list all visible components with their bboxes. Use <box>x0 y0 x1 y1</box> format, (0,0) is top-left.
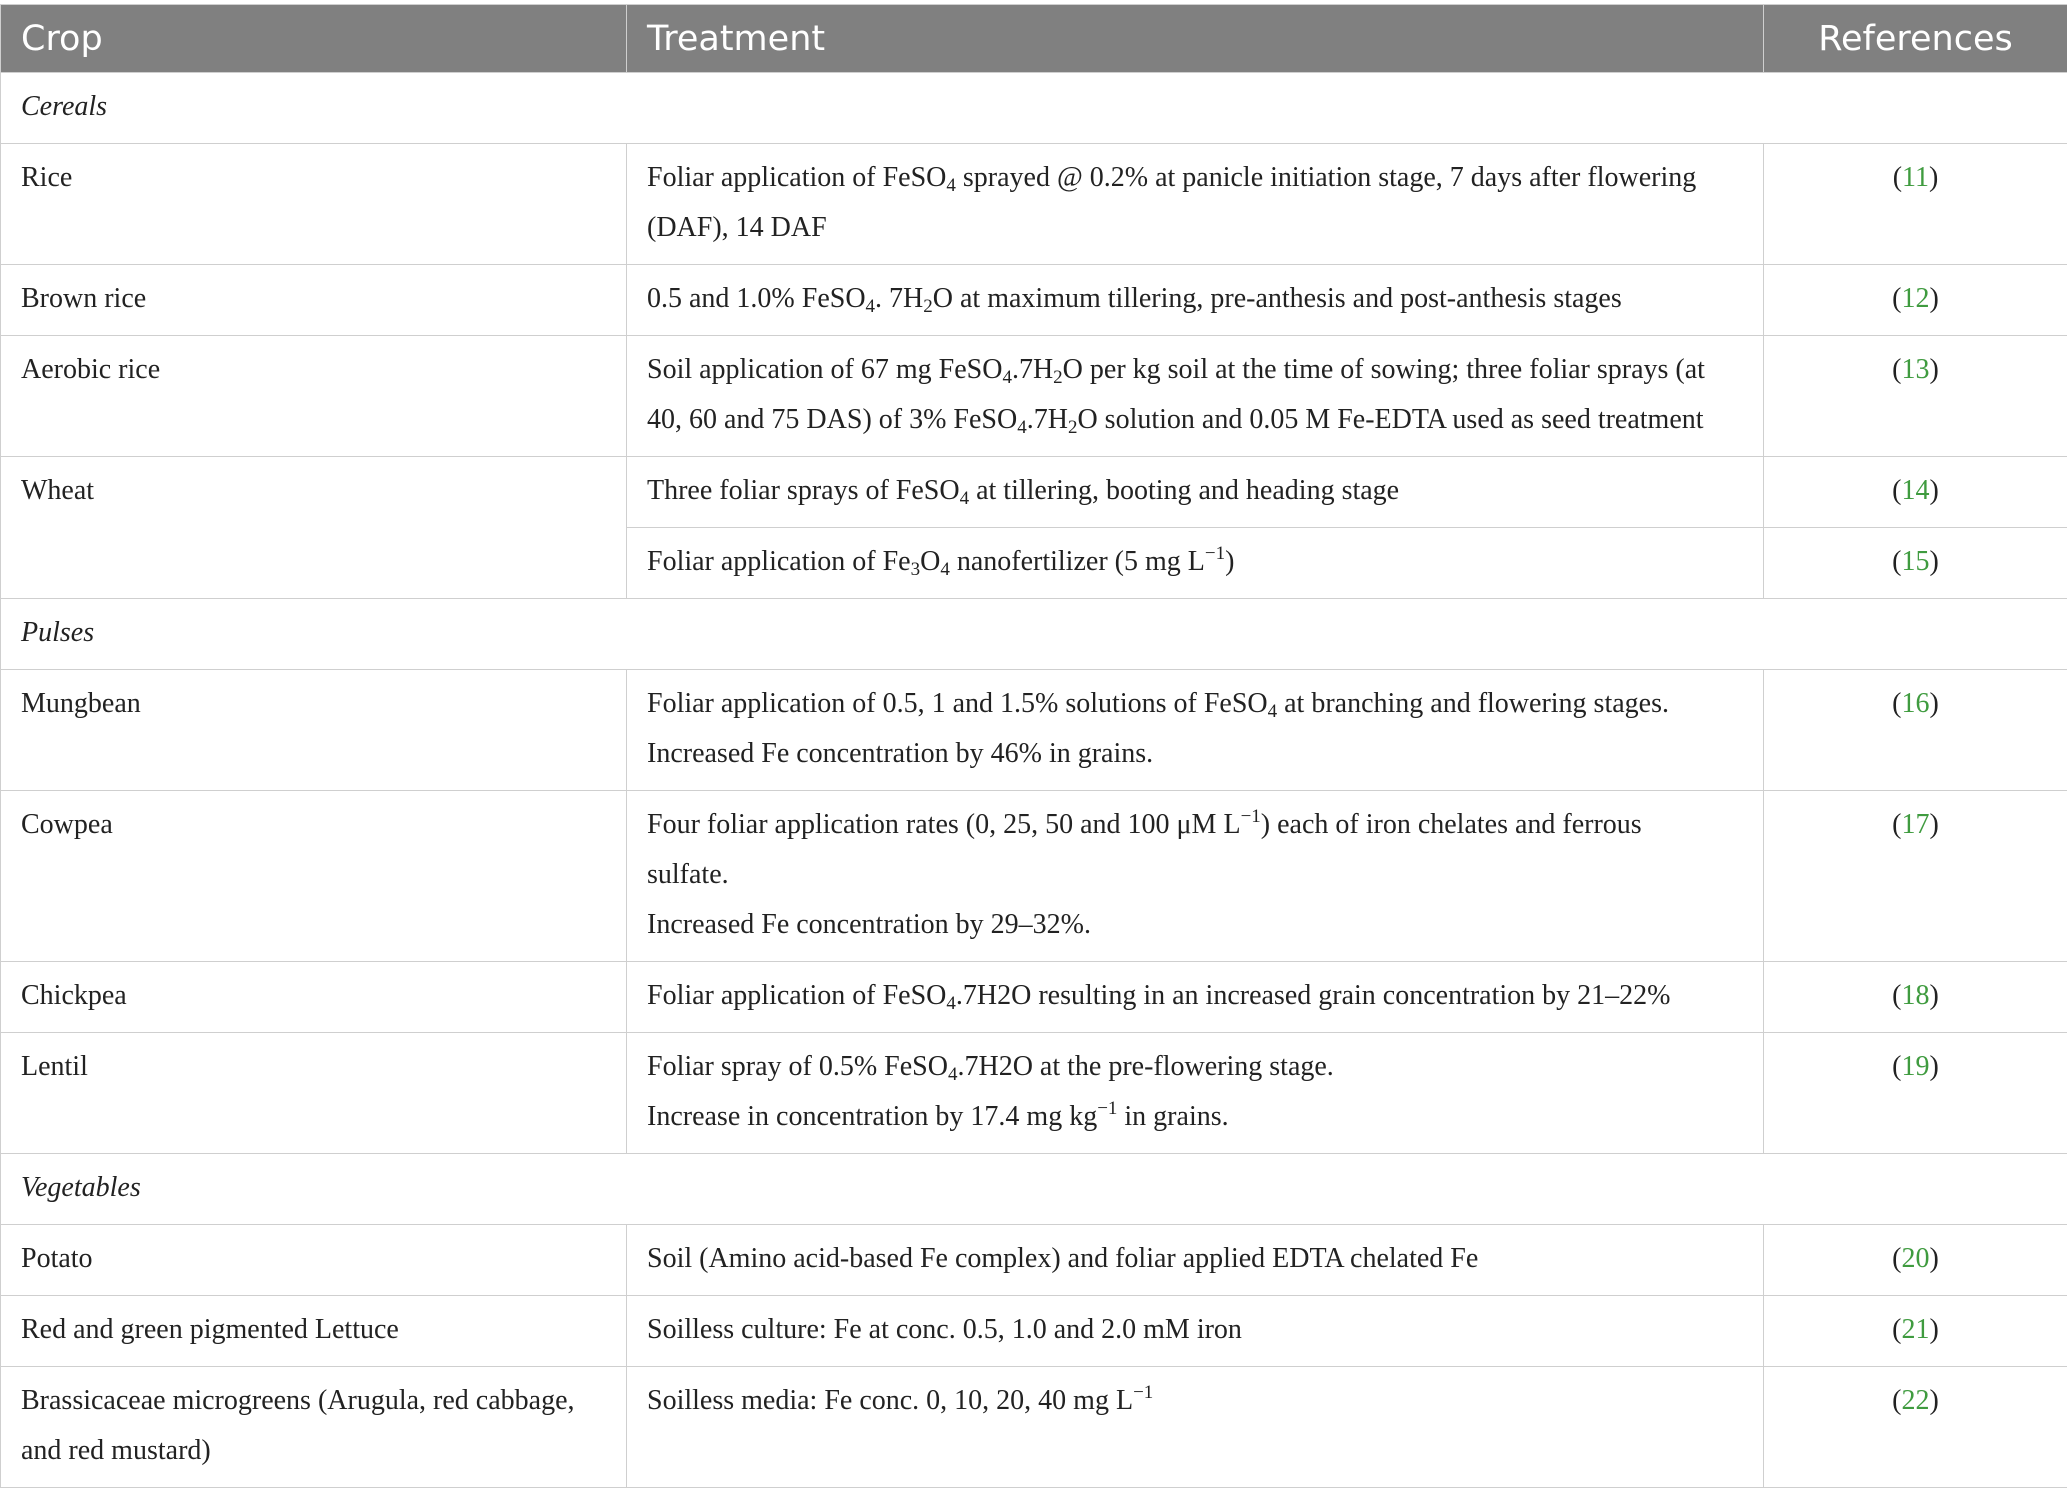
crop-cell: Brassicaceae microgreens (Arugula, red cabbage, and red mustard) <box>1 1367 627 1488</box>
reference-link[interactable]: 13 <box>1902 354 1930 385</box>
crop-cell: Lentil <box>1 1033 627 1154</box>
reference-link[interactable]: 17 <box>1902 809 1930 840</box>
treatment-cell <box>627 1225 1764 1296</box>
reference-link[interactable]: 18 <box>1902 980 1930 1011</box>
table-row <box>1 1367 2067 1488</box>
table-row <box>1 670 2067 791</box>
reference-cell: (17) <box>1764 791 2067 962</box>
treatment-cell <box>627 144 1764 265</box>
header-row <box>1 5 2067 73</box>
treatment-cell <box>627 528 1764 599</box>
reference-cell: (15) <box>1764 528 2067 599</box>
reference-link[interactable]: 16 <box>1902 688 1930 719</box>
reference-link[interactable]: 22 <box>1902 1385 1930 1416</box>
treatment-line: Foliar spray of 0.5% FeSO$_4$.7H2O at the pre-flowering stage. <box>647 1042 1743 1092</box>
table-row <box>1 144 2067 265</box>
table-row <box>1 1033 2067 1154</box>
crop-cell: Wheat <box>1 457 627 599</box>
table-row <box>1 1225 2067 1296</box>
reference-cell: (21) <box>1764 1296 2067 1367</box>
reference-link[interactable]: 21 <box>1902 1314 1930 1345</box>
treatment-line: Foliar application of FeSO$_4$ sprayed @ 0.2% at panicle initiation stage, 7 days after flowering <box>647 153 1743 203</box>
reference-link[interactable]: 20 <box>1902 1243 1930 1274</box>
section-label: Cereals <box>1 73 2067 144</box>
crop-cell: Red and green pigmented Lettuce <box>1 1296 627 1367</box>
reference-cell: (11) <box>1764 144 2067 265</box>
table-row <box>1 1296 2067 1367</box>
treatment-line: 0.5 and 1.0% FeSO$_4$. $7H_2O$ at maximum tillering, pre-anthesis and post-anthesis stages <box>647 274 1743 324</box>
treatment-line: Foliar application of $Fe_3O_4$ nanofertilizer (5 mg $L^{-1}$) <box>647 537 1743 587</box>
treatment-cell <box>627 1033 1764 1154</box>
table-row <box>1 336 2067 457</box>
treatment-cell <box>627 670 1764 791</box>
treatment-line: 40, 60 and 75 DAS) of 3% $FeSO_4.7H_2O$ solution and 0.05 M Fe-EDTA used as seed treatment <box>647 395 1743 445</box>
reference-cell: (13) <box>1764 336 2067 457</box>
treatment-line: Three foliar sprays of FeSO$_4$ at tillering, booting and heading stage <box>647 466 1743 516</box>
section-row <box>1 599 2067 670</box>
crop-cell: Potato <box>1 1225 627 1296</box>
table-body <box>1 73 2067 1488</box>
section-row <box>1 73 2067 144</box>
treatment-line: Increase in concentration by 17.4 mg $kg^{-1}$ in grains. <box>647 1092 1743 1142</box>
treatment-line: Soilless media: Fe conc. 0, 10, 20, 40 mg $L^{-1}$ <box>647 1376 1743 1426</box>
treatment-cell <box>627 265 1764 336</box>
section-label: Vegetables <box>1 1154 2067 1225</box>
reference-link[interactable]: 14 <box>1902 475 1930 506</box>
reference-cell: (12) <box>1764 265 2067 336</box>
treatment-cell <box>627 791 1764 962</box>
reference-cell: (16) <box>1764 670 2067 791</box>
col-header-crop: Crop <box>1 5 627 73</box>
reference-cell: (22) <box>1764 1367 2067 1488</box>
col-header-references: References <box>1764 5 2067 73</box>
table-row <box>1 791 2067 962</box>
treatment-line: Foliar application of 0.5, 1 and 1.5% solutions of FeSO$_4$ at branching and flowering stages. <box>647 679 1743 729</box>
reference-cell: (20) <box>1764 1225 2067 1296</box>
reference-link[interactable]: 12 <box>1902 283 1930 314</box>
treatment-line: Soil (Amino acid-based Fe complex) and foliar applied EDTA chelated Fe <box>647 1234 1743 1284</box>
treatment-cell <box>627 1296 1764 1367</box>
data-table <box>0 4 2067 1488</box>
reference-link[interactable]: 11 <box>1902 162 1929 193</box>
treatment-line: sulfate. <box>647 850 1743 900</box>
reference-cell: (18) <box>1764 962 2067 1033</box>
table-row <box>1 457 2067 528</box>
section-row <box>1 1154 2067 1225</box>
table-row <box>1 265 2067 336</box>
treatment-cell <box>627 962 1764 1033</box>
reference-cell: (19) <box>1764 1033 2067 1154</box>
crop-cell: Aerobic rice <box>1 336 627 457</box>
crop-cell: Chickpea <box>1 962 627 1033</box>
reference-link[interactable]: 19 <box>1902 1051 1930 1082</box>
section-label: Pulses <box>1 599 2067 670</box>
table-row <box>1 962 2067 1033</box>
treatment-line: Four foliar application rates (0, 25, 50 and 100 μM $L^{-1}$) each of iron chelates and ferrous <box>647 800 1743 850</box>
crop-cell: Cowpea <box>1 791 627 962</box>
treatment-cell <box>627 457 1764 528</box>
treatment-cell <box>627 336 1764 457</box>
treatment-line: Foliar application of FeSO$_4$.7H2O resulting in an increased grain concentration by 21–22% <box>647 971 1743 1021</box>
crop-cell: Mungbean <box>1 670 627 791</box>
treatment-line: Increased Fe concentration by 29–32%. <box>647 900 1743 950</box>
treatment-line: Soilless culture: Fe at conc. 0.5, 1.0 and 2.0 mM iron <box>647 1305 1743 1355</box>
treatment-line: Increased Fe concentration by 46% in grains. <box>647 729 1743 779</box>
reference-cell: (14) <box>1764 457 2067 528</box>
treatment-cell <box>627 1367 1764 1488</box>
treatment-line: Soil application of 67 mg $FeSO_4.7H_2O$ per kg soil at the time of sowing; three foliar sprays (at <box>647 345 1743 395</box>
col-header-treatment: Treatment <box>627 5 1764 73</box>
crop-cell: Rice <box>1 144 627 265</box>
treatment-line: (DAF), 14 DAF <box>647 203 1743 253</box>
crop-cell: Brown rice <box>1 265 627 336</box>
reference-link[interactable]: 15 <box>1902 546 1930 577</box>
